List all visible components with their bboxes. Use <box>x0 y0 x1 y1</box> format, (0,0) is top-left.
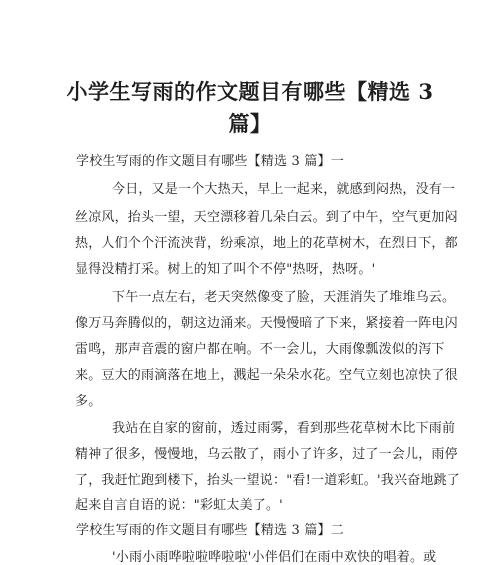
document-title-line-1: 小学生写雨的作文题目有哪些【精选 3 <box>66 79 434 104</box>
paragraph-1-line-1: 今日，又是一个大热天，早上一起来，就感到闷热，没有一 <box>112 182 456 197</box>
paragraph-1-line-4: 显得没精打采。树上的知了叫个不停"热呀，热呀。' <box>75 262 376 277</box>
paragraph-2-line-3: 雷鸣，那声音震的窗户都在响。不一会儿，大雨像瓢泼似的泻下 <box>75 342 445 357</box>
paragraph-3-line-3: 了，我赶忙跑到楼下，抬头一望说："看!一道彩虹。'我兴奋地跳了 <box>75 473 460 488</box>
paragraph-3-line-1: 我站在自家的窗前，透过雨雾，看到那些花草树木比下雨前 <box>112 421 456 436</box>
paragraph-3-line-2: 精神了很多，慢慢地，乌云散了，雨小了许多，过了一会儿，雨停 <box>75 447 458 462</box>
document-title-line-2: 篇】 <box>228 111 272 136</box>
paragraph-2-line-4: 来。豆大的雨滴落在地上，溅起一朵朵水花。空气立刻也凉快了很 <box>75 368 458 383</box>
paragraph-2-line-1: 下午一点左右，老天突然像变了脸，天涯消失了堆堆乌云。 <box>112 290 456 305</box>
paragraph-3-line-4: 起来自言自语的说："彩虹太美了。' <box>75 498 283 513</box>
paragraph-4-line-1: '小雨小雨哗啦啦哗啦啦'小伴侣们在雨中欢快的唱着。或 <box>112 550 437 565</box>
paragraph-2-line-5: 多。 <box>75 394 102 409</box>
section-2-heading: 学校生写雨的作文题目有哪些【精选 3 篇】二 <box>76 523 344 538</box>
section-1-heading: 学校生写雨的作文题目有哪些【精选 3 篇】一 <box>76 154 344 169</box>
paragraph-1-line-3: 热，人们个个汗流浃背，纷乘凉，地上的花草树木，在烈日下，都 <box>75 236 458 251</box>
paragraph-1-line-2: 丝凉风，抬头一望，天空漂移着几朵白云。到了中午，空气更加闷 <box>75 210 458 225</box>
paragraph-2-line-2: 像万马奔腾似的，朝这边涌来。天慢慢暗了下来，紧接着一阵电闪 <box>75 316 458 331</box>
